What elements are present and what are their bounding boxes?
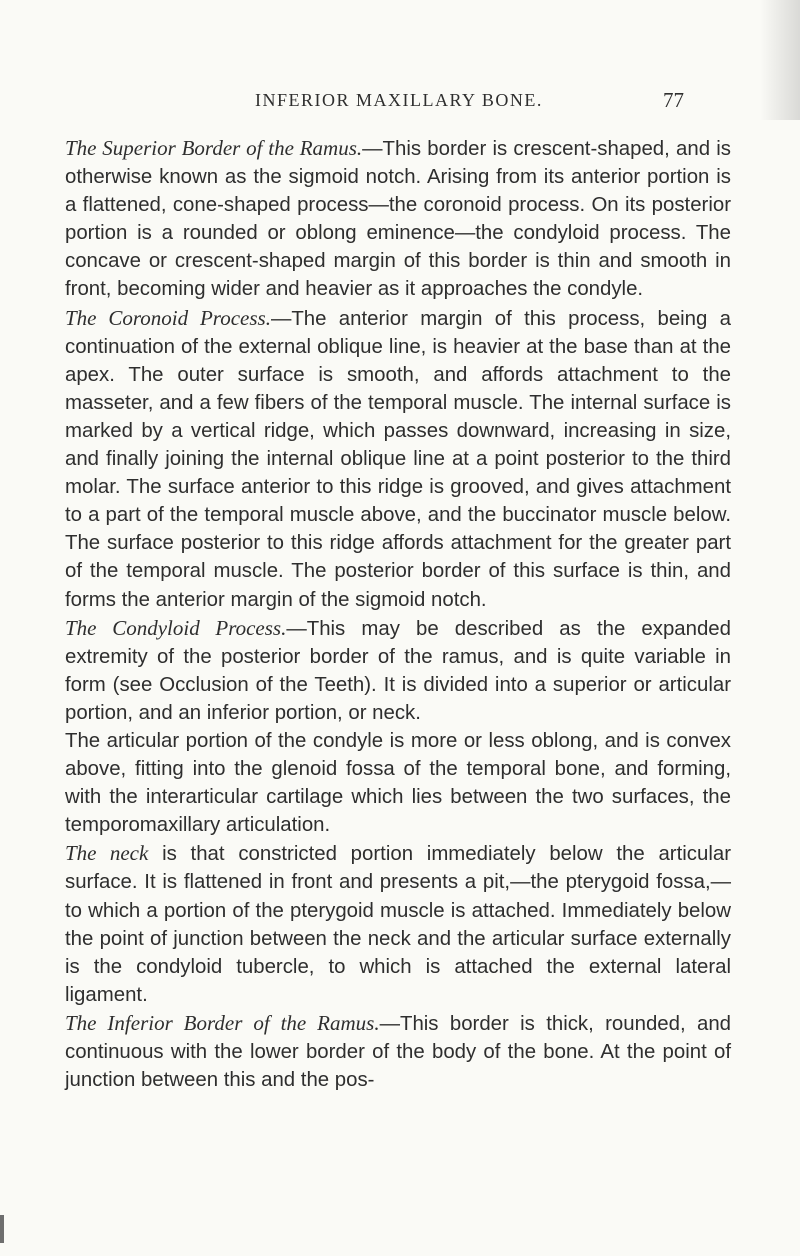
- paragraph-text: The articular portion of the condyle is more or less oblong, and is convex above, fitting into the glenoid fossa of the temporal bone, and forming, with the interarticular cartilage which lies between the two surfaces, the temporomaxillary articulation.: [65, 729, 731, 837]
- body-text: [65, 134, 731, 1094]
- paragraph-text: —The anterior margin of this process, being a continuation of the external oblique line, is heavier at the base than at the apex. The outer surface is smooth, and affords attachment to the masseter, and a few fibers of the temporal muscle. The internal surface is marked by a vertical ridge, which passes downward, increasing in size, and finally joining the internal oblique line at a point posterior to the third molar. The surface anterior to this ridge is grooved, and gives attachment to a part of the temporal muscle above, and the buccinator muscle below. The surface posterior to this ridge affords attachment for the greater part of the temporal muscle. The posterior border of this surface is thin, and forms the anterior margin of the sigmoid notch.: [65, 307, 731, 611]
- paragraph-superior-border: [65, 134, 731, 304]
- paragraph-text: —This border is thick, rounded, and continuous with the lower border of the body of the bone. At the point of junction between this and the pos-: [65, 1012, 731, 1092]
- paragraph-text: —This may be described as the expanded extremity of the posterior border of the ramus, and is quite variable in form (see Occlusion of the Teeth). It is divided into a superior or articular portion, and an inferior portion, or neck.: [65, 617, 731, 724]
- paragraph-inferior-border: [65, 1009, 731, 1094]
- paragraph-heading: The Inferior Border of the Ramus.: [65, 1010, 380, 1035]
- paragraph-heading: The Superior Border of the Ramus.: [65, 136, 363, 160]
- paragraph-heading: The neck: [65, 841, 149, 866]
- paragraph-text: is that constricted portion immediately below the articular surface. It is flattened in front and presents a pit,—the pterygoid fossa,—to which a portion of the pterygoid muscle is attached. Immediately below the point of junction between the neck and the articular surface externally is the condyloid tubercle, to which is attached the external lateral ligament.: [65, 843, 731, 1006]
- paragraph-articular-portion: [65, 727, 731, 839]
- paragraph-text: —This border is crescent-shaped, and is otherwise known as the sigmoid notch. Arising from its anterior portion is a flattened, cone-shaped process—the coronoid process. On its posterior portion is a rounded or oblong eminence—the condyloid process. The concave or crescent-shaped margin of this border is thin and smooth in front, becoming wider and heavier as it approaches the condyle.: [65, 138, 731, 301]
- paragraph-coronoid-process: [65, 304, 731, 614]
- page-number: 77: [663, 88, 684, 112]
- paragraph-condyloid-process: [65, 614, 731, 727]
- running-title: INFERIOR MAXILLARY BONE.: [255, 90, 543, 110]
- paragraph-heading: The Condyloid Process.: [65, 615, 287, 640]
- running-header: [0, 86, 800, 120]
- paragraph-neck: [65, 839, 731, 1009]
- paragraph-heading: The Coronoid Process.: [65, 305, 271, 330]
- page-edge-mark: [0, 1215, 4, 1243]
